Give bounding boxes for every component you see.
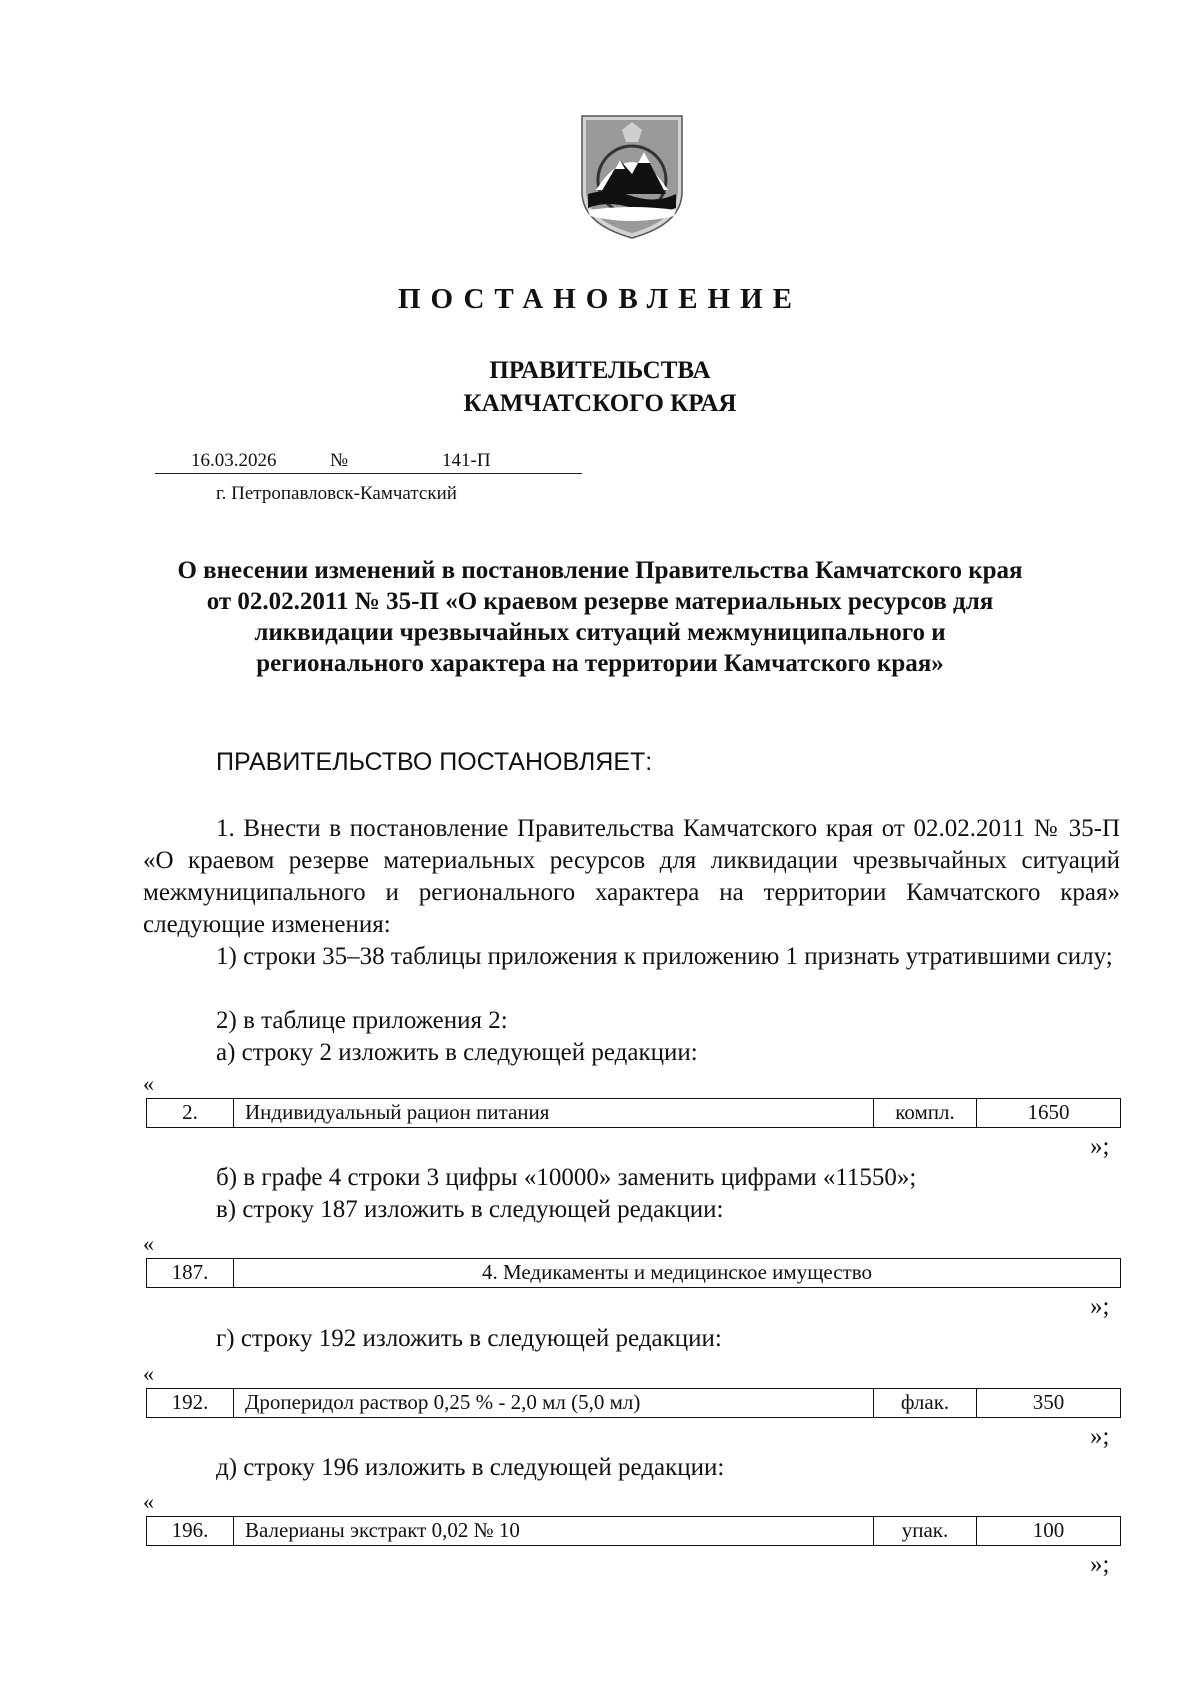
authority-line-2: КАМЧАТСКОГО КРАЯ: [463, 390, 737, 417]
paragraph-item-2: 2) в таблице приложения 2:: [216, 1007, 508, 1034]
table-row: [146, 1258, 1121, 1288]
document-date: 16.03.2026: [191, 450, 277, 471]
row-unit: упак.: [874, 1517, 977, 1545]
paragraph-item-b: б) в графе 4 строки 3 цифры «10000» заменить цифрами «11550»;: [216, 1164, 917, 1191]
date-number-line: [155, 449, 582, 474]
row-number: 2.: [147, 1099, 234, 1127]
issuing-authority: [0, 354, 1200, 420]
number-sign: №: [330, 450, 349, 471]
kamchatka-coat-of-arms-icon: [578, 112, 686, 242]
paragraph-item-c: в) строку 187 изложить в следующей редакции:: [216, 1196, 724, 1223]
subject-line-1: О внесении изменений в постановление Правительства Камчатского края: [177, 557, 1023, 584]
opening-quote: «: [143, 1361, 154, 1386]
row-quantity: 100: [1032, 1518, 1065, 1542]
paragraph-1: 1. Внести в постановление Правительства Камчатского края от 02.02.2011 № 35-П «О краевом резерве материальных ресурсов для ликвидации чрезвычайных ситуаций межмуниципального и регионального характера на территории Камчатского края» следующие изменения:: [143, 815, 1120, 938]
opening-quote: «: [143, 1489, 154, 1514]
row-number: 192.: [147, 1389, 234, 1417]
document-number: 141-П: [442, 450, 491, 471]
subject-line-2: от 02.02.2011 № 35-П «О краевом резерве материальных ресурсов для: [206, 588, 994, 615]
paragraph-item-1: 1) строки 35–38 таблицы приложения к приложению 1 признать утратившими силу;: [216, 943, 1113, 970]
document-city: г. Петропавловск-Камчатский: [216, 483, 457, 504]
opening-quote: «: [143, 1231, 154, 1256]
row-item-name: Валерианы экстракт 0,02 № 10: [234, 1517, 874, 1545]
subject-line-4: регионального характера на территории Камчатского края»: [256, 650, 944, 677]
row-quantity: 350: [1032, 1390, 1065, 1414]
closing-quote: »;: [1090, 1551, 1110, 1578]
authority-line-1: ПРАВИТЕЛЬСТВА: [489, 357, 711, 384]
row-quantity: 1650: [1027, 1100, 1070, 1124]
row-number: 196.: [147, 1517, 234, 1545]
paragraph-item-d: д) строку 196 изложить в следующей редакции:: [216, 1454, 725, 1481]
opening-quote: «: [143, 1071, 154, 1096]
table-row: [146, 1098, 1121, 1128]
document-subject: [120, 555, 1080, 679]
row-unit: флак.: [874, 1389, 977, 1417]
paragraph-item-g: г) строку 192 изложить в следующей редакции:: [216, 1325, 722, 1352]
row-section-name: 4. Медикаменты и медицинское имущество: [481, 1260, 872, 1284]
closing-quote: »;: [1090, 1423, 1110, 1450]
body-paragraphs: [143, 813, 1120, 973]
closing-quote: »;: [1090, 1133, 1110, 1160]
closing-quote: »;: [1090, 1293, 1110, 1320]
document-title: ПОСТАНОВЛЕНИЕ: [397, 283, 802, 315]
row-item-name: Индивидуальный рацион питания: [234, 1099, 874, 1127]
row-unit: компл.: [874, 1099, 977, 1127]
table-row: [146, 1516, 1121, 1546]
resolves-heading: ПРАВИТЕЛЬСТВО ПОСТАНОВЛЯЕТ:: [216, 748, 653, 776]
row-number: 187.: [147, 1259, 234, 1287]
paragraph-item-a: а) строку 2 изложить в следующей редакции:: [216, 1039, 698, 1066]
subject-line-3: ликвидации чрезвычайных ситуаций межмуниципального и: [254, 619, 946, 646]
table-row: [146, 1388, 1121, 1418]
row-item-name: Дроперидол раствор 0,25 % - 2,0 мл (5,0 мл): [234, 1389, 874, 1417]
